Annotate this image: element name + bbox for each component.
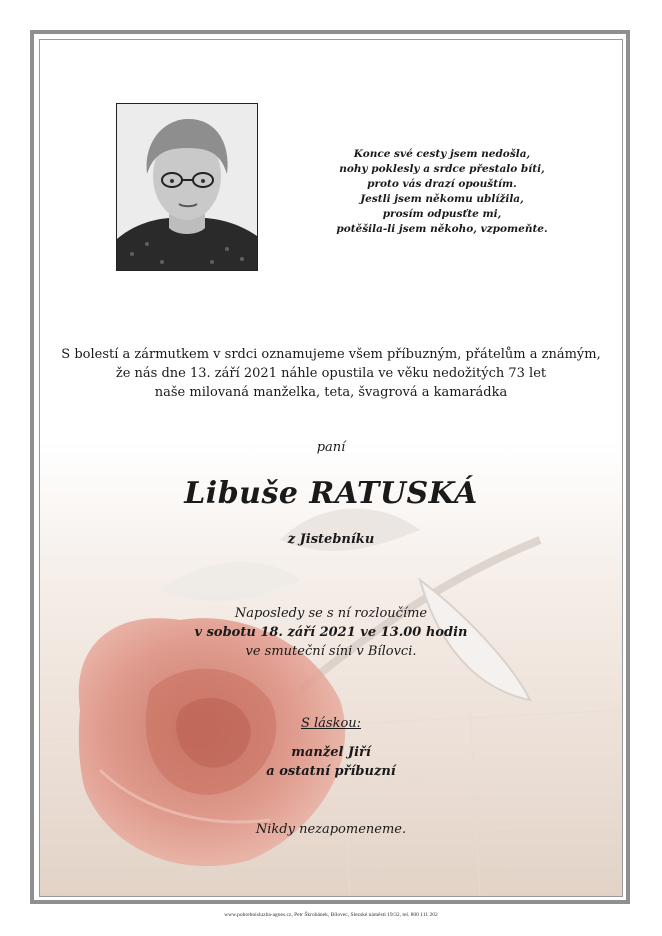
deceased-name bbox=[40, 476, 622, 511]
poem-line: Konce své cesty jsem nedošla, bbox=[353, 148, 531, 160]
with-love-heading: S láskou: bbox=[300, 716, 362, 731]
announcement-text bbox=[40, 345, 622, 402]
title-word: paní bbox=[316, 440, 346, 455]
farewell-place: ve smuteční síni v Bílovci. bbox=[245, 644, 417, 659]
poem-line: Jestli jsem někomu ublížila, bbox=[360, 193, 524, 205]
mourner-line: manžel Jiří bbox=[291, 745, 371, 760]
last-name: RATUSKÁ bbox=[309, 476, 478, 511]
announcement-line: S bolestí a zármutkem v srdci oznamujeme všem příbuzným, přátelům a známým, bbox=[61, 347, 601, 362]
poem bbox=[300, 147, 584, 237]
poem-line: prosím odpusťte mi, bbox=[382, 208, 502, 220]
announcement-line: že nás dne 13. září 2021 náhle opustila ve věku nedožitých 73 let bbox=[115, 366, 547, 381]
footer-credit: www.pohrebnisluzba-agnes.cz, Petr Škrobánek, Bílovec, Slezské náměstí 19/32, tel. 800 111 202 bbox=[224, 912, 438, 918]
mourners-list bbox=[40, 743, 622, 781]
deceased-origin: z Jistebníku bbox=[287, 532, 375, 547]
poem-line: potěšila-li jsem někoho, vzpomeňte. bbox=[336, 223, 548, 235]
portrait-photo bbox=[116, 103, 258, 271]
poem-line: proto vás drazí opouštím. bbox=[367, 178, 517, 190]
closing-line: Nikdy nezapomeneme. bbox=[255, 822, 407, 837]
first-name: Libuše bbox=[184, 476, 299, 511]
farewell-date: v sobotu 18. září 2021 ve 13.00 hodin bbox=[194, 625, 468, 640]
poem-line: nohy poklesly a srdce přestalo bíti, bbox=[339, 163, 545, 175]
person-portrait-icon bbox=[117, 104, 257, 270]
farewell-info bbox=[40, 604, 622, 661]
announcement-line: naše milovaná manželka, teta, švagrová a kamarádka bbox=[154, 385, 508, 400]
mourner-line: a ostatní příbuzní bbox=[266, 764, 396, 779]
farewell-line: Naposledy se s ní rozloučíme bbox=[234, 606, 428, 621]
